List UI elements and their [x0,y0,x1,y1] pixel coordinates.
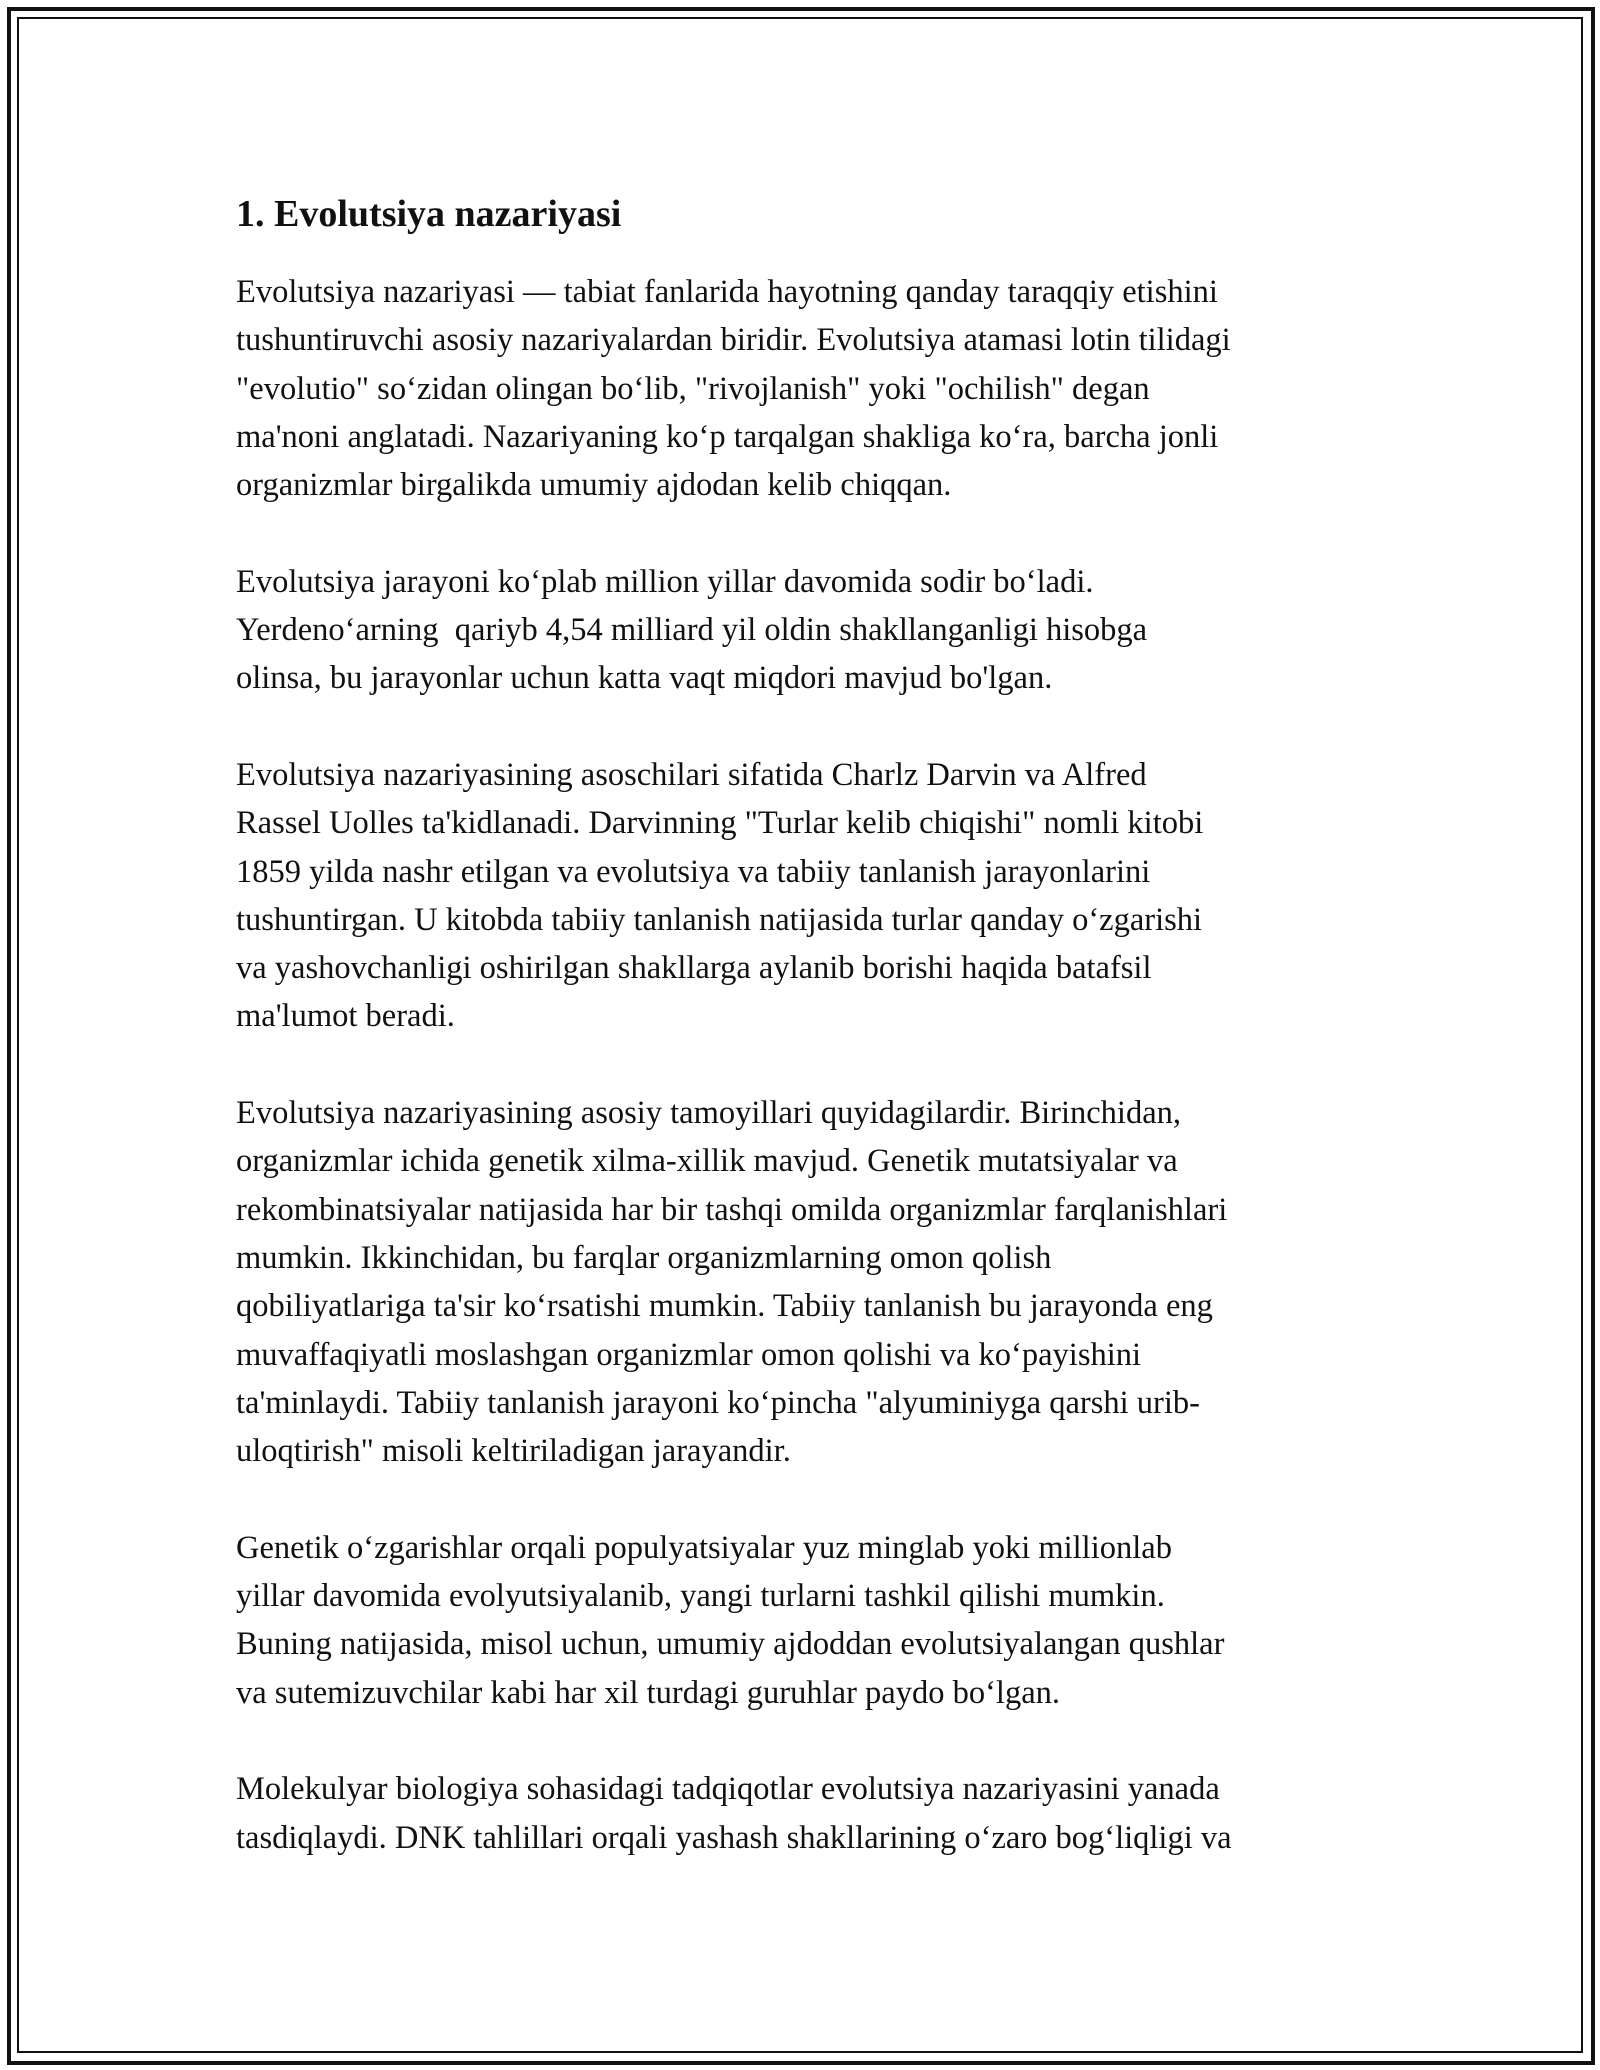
paragraph-line: "evolutio" so‘zidan olingan bo‘lib, "rivojlanish" yoki "ochilish" degan [236,370,1150,407]
paragraph-line: Rassel Uolles ta'kidlanadi. Darvinning "Turlar kelib chiqishi" nomli kitobi [236,805,1204,842]
paragraph [236,558,1386,703]
paragraph [236,1089,1386,1475]
paragraph-line: olinsa, bu jarayonlar uchun katta vaqt miqdori mavjud bo'lgan. [236,660,1053,697]
paragraph-line: Evolutsiya nazariyasi — tabiat fanlarida hayotning qanday taraqqiy etishini [236,274,1218,310]
document-body [236,186,1386,1910]
paragraph-line: qobiliyatlariga ta'sir ko‘rsatishi mumkin. Tabiiy tanlanish bu jarayonda eng [236,1288,1213,1325]
paragraph-line: va sutemizuvchilar kabi har xil turdagi guruhlar paydo bo‘lgan. [236,1674,1060,1711]
paragraph-line: Evolutsiya nazariyasining asosiy tamoyillari quyidagilardir. Birinchidan, [236,1095,1182,1132]
paragraph-line: va yashovchanligi oshirilgan shakllarga aylanib borishi haqida batafsil [236,950,1152,987]
paragraph [236,1765,1386,1862]
paragraph-line: organizmlar ichida genetik xilma-xillik mavjud. Genetik mutatsiyalar va [236,1143,1178,1180]
paragraph-line: Yerdeno‘arning qariyb 4,54 milliard yil oldin shakllanganligi hisobga [236,612,1148,649]
paragraph-line: Molekulyar biologiya sohasidagi tadqiqotlar evolutsiya nazariyasini yanada [236,1771,1220,1808]
paragraph-line: Buning natijasida, misol uchun, umumiy ajdoddan evolutsiyalangan qushlar [236,1626,1225,1663]
paragraph-line: Evolutsiya jarayoni ko‘plab million yillar davomida sodir bo‘ladi. [236,563,1094,600]
paragraph-line: organizmlar birgalikda umumiy ajdodan kelib chiqqan. [236,467,952,504]
paragraph-line: mumkin. Ikkinchidan, bu farqlar organizmlarning omon qolish [236,1239,1052,1276]
paragraph [236,751,1386,1041]
paragraph-line: ma'noni anglatadi. Nazariyaning ko‘p tarqalgan shakliga ko‘ra, barcha jonli [236,418,1219,455]
paragraph-line: Genetik o‘zgarishlar orqali populyatsiyalar yuz minglab yoki millionlab [236,1529,1172,1566]
paragraph-line: tushuntiruvchi asosiy nazariyalardan biridir. Evolutsiya atamasi lotin tilidagi [236,322,1231,359]
paragraph-line: 1859 yilda nashr etilgan va evolutsiya va tabiiy tanlanish jarayonlarini [236,853,1151,890]
paragraph-line: Evolutsiya nazariyasining asoschilari sifatida Charlz Darvin va Alfred [236,756,1147,793]
paragraph-line: ma'lumot beradi. [236,998,455,1035]
paragraph-line: muvaffaqiyatli moslashgan organizmlar omon qolishi va ko‘payishini [236,1336,1142,1373]
paragraph-list [236,268,1386,1862]
paragraph [236,268,1386,509]
paragraph-line: tasdiqlaydi. DNK tahlillari orqali yashash shakllarining o‘zaro bog‘liqligi va [236,1819,1232,1856]
paragraph-line: rekombinatsiyalar natijasida har bir tashqi omilda organizmlar farqlanishlari [236,1191,1228,1228]
paragraph-line: tushuntirgan. U kitobda tabiiy tanlanish natijasida turlar qanday o‘zgarishi [236,901,1203,938]
paragraph-line: yillar davomida evolyutsiyalanib, yangi turlarni tashkil qilishi mumkin. [236,1578,1165,1615]
paragraph [236,1524,1386,1717]
paragraph-line: ta'minlaydi. Tabiiy tanlanish jarayoni ko‘pincha "alyuminiyga qarshi urib- [236,1384,1200,1421]
paragraph-line: uloqtirish" misoli keltiriladigan jarayandir. [236,1433,791,1470]
section-heading: 1. Evolutsiya nazariyasi [236,193,622,235]
